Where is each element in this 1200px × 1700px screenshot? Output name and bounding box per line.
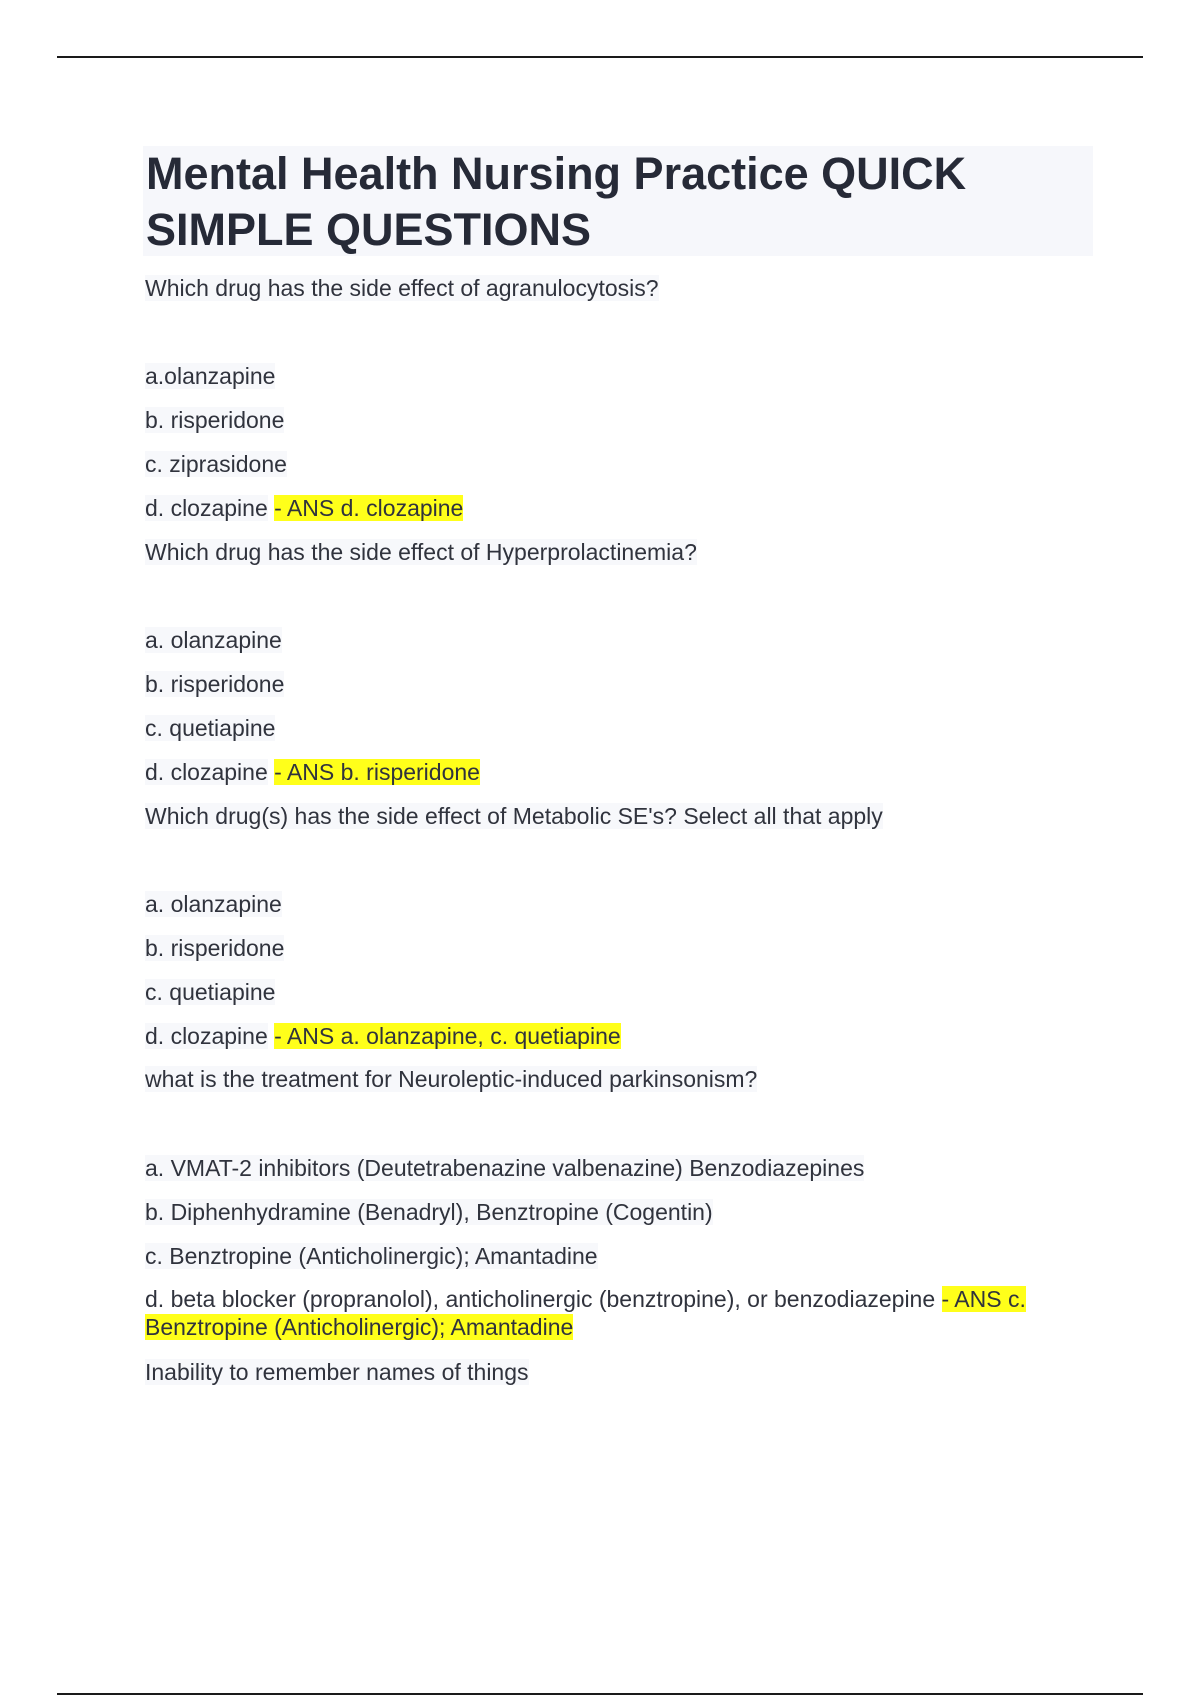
title-block <box>143 146 1093 256</box>
q2-option-c: c. quetiapine <box>145 715 276 741</box>
q3-option-a: a. olanzapine <box>145 891 282 917</box>
q4-option-b: b. Diphenhydramine (Benadryl), Benztropine (Cogentin) <box>145 1199 713 1225</box>
q3-option-b: b. risperidone <box>145 935 285 961</box>
q2-option-b: b. risperidone <box>145 671 285 697</box>
question-1 <box>145 274 659 302</box>
q1-option-b: b. risperidone <box>145 407 285 433</box>
question-text: Inability to remember names of things <box>145 1359 529 1385</box>
q1-option-d: d. clozapine - ANS d. clozapine <box>145 495 464 521</box>
bottom-rule <box>57 1693 1143 1695</box>
q2-option-a: a. olanzapine <box>145 627 282 653</box>
q3-option-c: c. quetiapine <box>145 979 276 1005</box>
question-text: what is the treatment for Neuroleptic-induced parkinsonism? <box>145 1066 758 1092</box>
question-text: Which drug has the side effect of agranulocytosis? <box>145 275 659 301</box>
q4-option-d: d. beta blocker (propranolol), anticholinergic (benztropine), or benzodiazepine - ANS c. Benztropine (Anticholinergic); Amantadine <box>145 1286 1026 1340</box>
question-3 <box>145 802 883 830</box>
top-rule <box>57 56 1143 58</box>
q1-option-c: c. ziprasidone <box>145 451 287 477</box>
question-2 <box>145 538 697 566</box>
answer-highlight: - ANS a. olanzapine, c. quetiapine <box>274 1023 621 1049</box>
page-title: Mental Health Nursing Practice QUICK SIMPLE QUESTIONS <box>146 148 967 255</box>
q1-option-a: a.olanzapine <box>145 363 276 389</box>
q4-option-a: a. VMAT-2 inhibitors (Deutetrabenazine valbenazine) Benzodiazepines <box>145 1155 865 1181</box>
answer-highlight: - ANS d. clozapine <box>274 495 464 521</box>
question-4 <box>145 1065 757 1093</box>
q4-option-c: c. Benztropine (Anticholinergic); Amantadine <box>145 1243 598 1269</box>
answer-highlight: - ANS c. Benztropine (Anticholinergic); Amantadine <box>145 1286 1026 1340</box>
q3-option-d: d. clozapine - ANS a. olanzapine, c. quetiapine <box>145 1023 621 1049</box>
answer-highlight: - ANS b. risperidone <box>274 759 480 785</box>
question-text: Which drug has the side effect of Hyperprolactinemia? <box>145 539 697 565</box>
q2-option-d: d. clozapine - ANS b. risperidone <box>145 759 480 785</box>
question-5 <box>145 1358 529 1386</box>
question-text: Which drug(s) has the side effect of Metabolic SE's? Select all that apply <box>145 803 883 829</box>
